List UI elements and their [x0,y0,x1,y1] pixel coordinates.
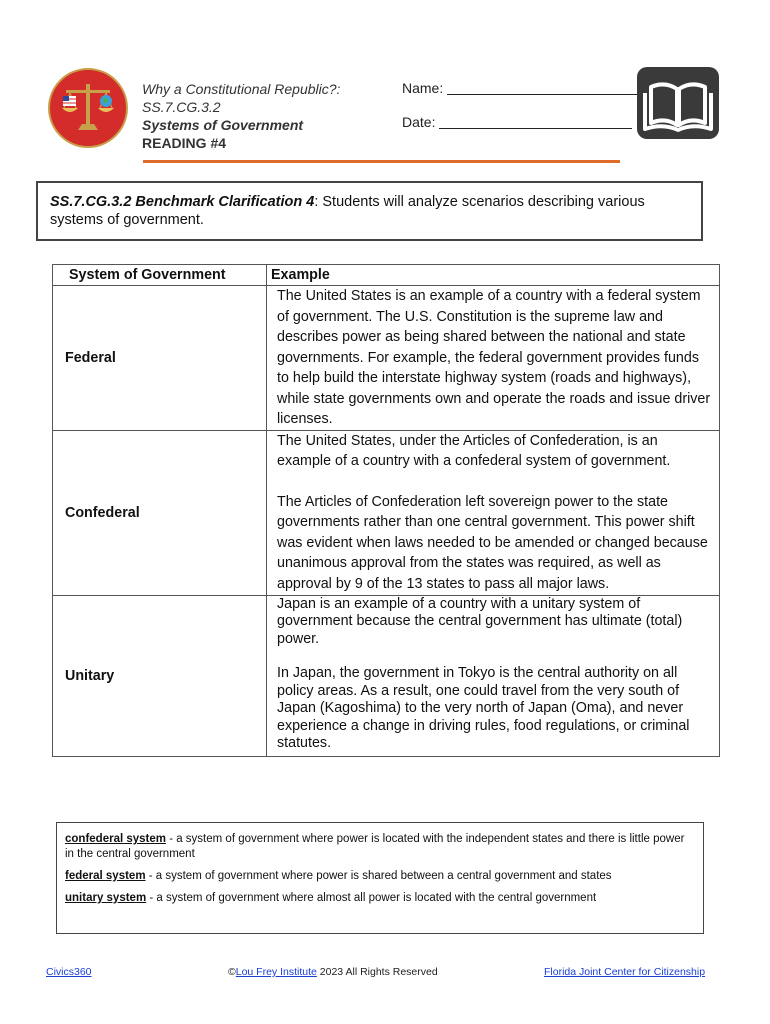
header-text-block [142,80,340,152]
copyright-text: 2023 All Rights Reserved [316,966,438,978]
glossary-entry-confederal [65,832,695,862]
footer-left [46,966,92,978]
header-divider [143,160,620,163]
column-header-example: Example [267,265,720,286]
benchmark-clarification-box [36,181,703,241]
table-row [53,286,720,431]
lou-frey-institute-link[interactable]: Lou Frey Institute [235,966,317,978]
glossary-definition: - a system of government where power is shared between a central government and states [145,870,612,882]
lesson-title: Systems of Government [142,117,304,133]
name-blank-line[interactable] [447,80,637,95]
unit-title: Why a Constitutional Republic?: [142,81,341,97]
example-confederal [267,430,720,595]
system-name-unitary: Unitary [53,595,267,756]
copyright-symbol: © [228,966,236,978]
benchmark-clarification-text: : Students will analyze scenarios describing various systems of government. [50,194,645,228]
example-paragraph: In Japan, the government in Tokyo is the central authority on all policy areas. As a result, one could travel from the very south of Japan (Kagoshima) to the very north of Japan (Oma), and never experience a change in driving rules, food regulations, or criminal statutes. [277,665,690,751]
example-paragraph: The Articles of Confederation left sovereign power to the state governments rather than one central government. This power shift was evident when laws needed to be amended or changed because unanimous approval from the states was required, as well as approval by 9 of the 13 states to pass all major laws. [277,493,708,592]
table-row [53,430,720,595]
example-unitary [267,595,720,756]
system-name-federal: Federal [53,286,267,431]
example-paragraph: The United States, under the Articles of Confederation, is an example of a country with a confederal system of government. [277,432,671,469]
florida-joint-center-link[interactable]: Florida Joint Center for Citizenship [544,966,706,978]
name-field[interactable] [402,80,637,96]
glossary-term: unitary system [65,892,147,904]
column-header-system: System of Government [53,265,267,286]
glossary-box [56,822,704,934]
date-blank-line[interactable] [439,114,632,129]
benchmark-code: SS.7.CG.3.2 [142,99,221,115]
scales-icon [50,70,126,146]
name-label: Name: [402,80,444,96]
glossary-term: federal system [65,870,146,882]
example-paragraph: The United States is an example of a country with a federal system of government. The U.S. Constitution is the supreme law and describes power as being shared between the national and state governments. For example, the federal government provides funds to help build the interstate highway system (roads and highways), while state governments own and operate the roads and issue driver licenses. [277,288,711,427]
scales-of-justice-logo [48,68,128,148]
glossary-definition: - a system of government where power is located with the independent states and there is little power in the central government [65,833,685,860]
reading-number: READING #4 [142,135,227,151]
table-row [53,595,720,756]
footer-copyright [228,966,438,978]
example-paragraph: Japan is an example of a country with a unitary system of government because the central government has ultimate (total) power. [277,595,683,647]
benchmark-clarification-code: SS.7.CG.3.2 Benchmark Clarification 4 [50,194,315,210]
glossary-entry-unitary [65,891,695,906]
table-header-row [53,265,720,286]
open-book-icon [637,67,719,139]
date-label: Date: [402,114,436,130]
system-name-confederal: Confederal [53,430,267,595]
glossary-entry-federal [65,869,695,884]
glossary-definition: - a system of government where almost all power is located with the central government [146,892,597,904]
glossary-term: confederal system [65,833,166,845]
example-federal [267,286,720,431]
systems-of-government-table [52,264,720,757]
civics360-link[interactable]: Civics360 [46,966,92,978]
date-field[interactable] [402,114,632,130]
footer-right [544,966,705,978]
